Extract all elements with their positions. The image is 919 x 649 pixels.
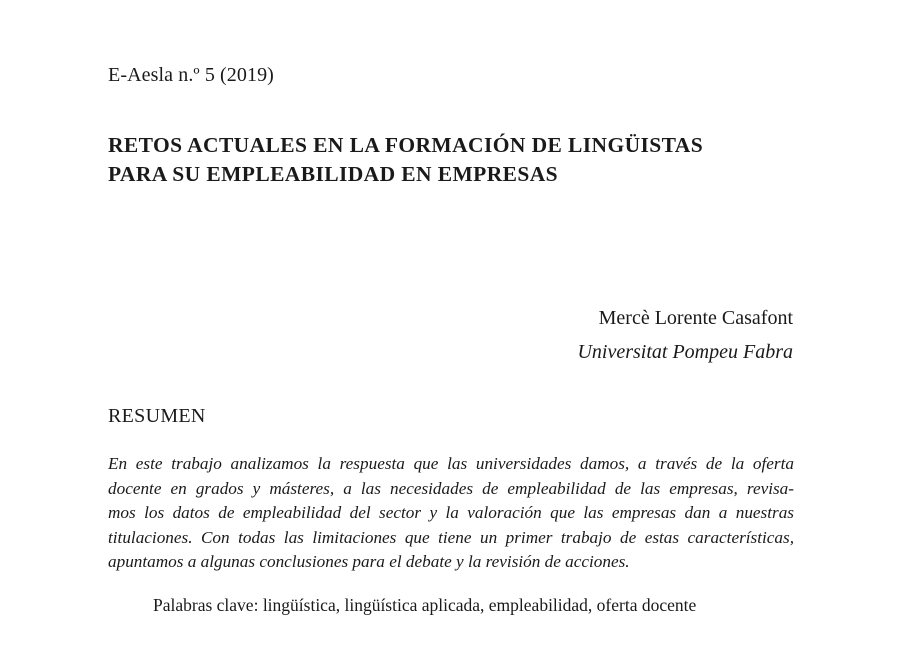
journal-citation: E-Aesla n.º 5 (2019) <box>108 64 274 86</box>
author-block <box>577 301 793 369</box>
article-title-line-1: RETOS ACTUALES EN LA FORMACIÓN DE LINGÜISTAS <box>108 133 704 157</box>
abstract-text <box>108 452 794 575</box>
abstract-line: En este trabajo analizamos la respuesta que las universidades damos, a través de la oferta <box>108 454 794 473</box>
keywords-label: Palabras clave: <box>153 595 259 615</box>
keywords-values: lingüística, lingüística aplicada, empleabilidad, oferta docente <box>262 595 697 615</box>
abstract-line: apuntamos a algunas conclusiones para el debate y la revisión de acciones. <box>108 552 630 571</box>
article-title <box>108 131 808 189</box>
article-title-line-2: PARA SU EMPLEABILIDAD EN EMPRESAS <box>108 162 559 186</box>
abstract-heading: RESUMEN <box>108 405 206 427</box>
abstract-line: docente en grados y másteres, a las necesidades de empleabilidad de las empresas, revisa- <box>108 478 794 498</box>
author-name: Mercè Lorente Casafont <box>598 307 793 329</box>
keywords <box>153 595 696 616</box>
abstract-line: titulaciones. Con todas las limitaciones que tiene un primer trabajo de estas características, <box>108 527 794 547</box>
abstract-line: mos los datos de empleabilidad del sector y la valoración que las empresas dan a nuestras <box>108 503 794 522</box>
author-affiliation: Universitat Pompeu Fabra <box>577 341 793 363</box>
